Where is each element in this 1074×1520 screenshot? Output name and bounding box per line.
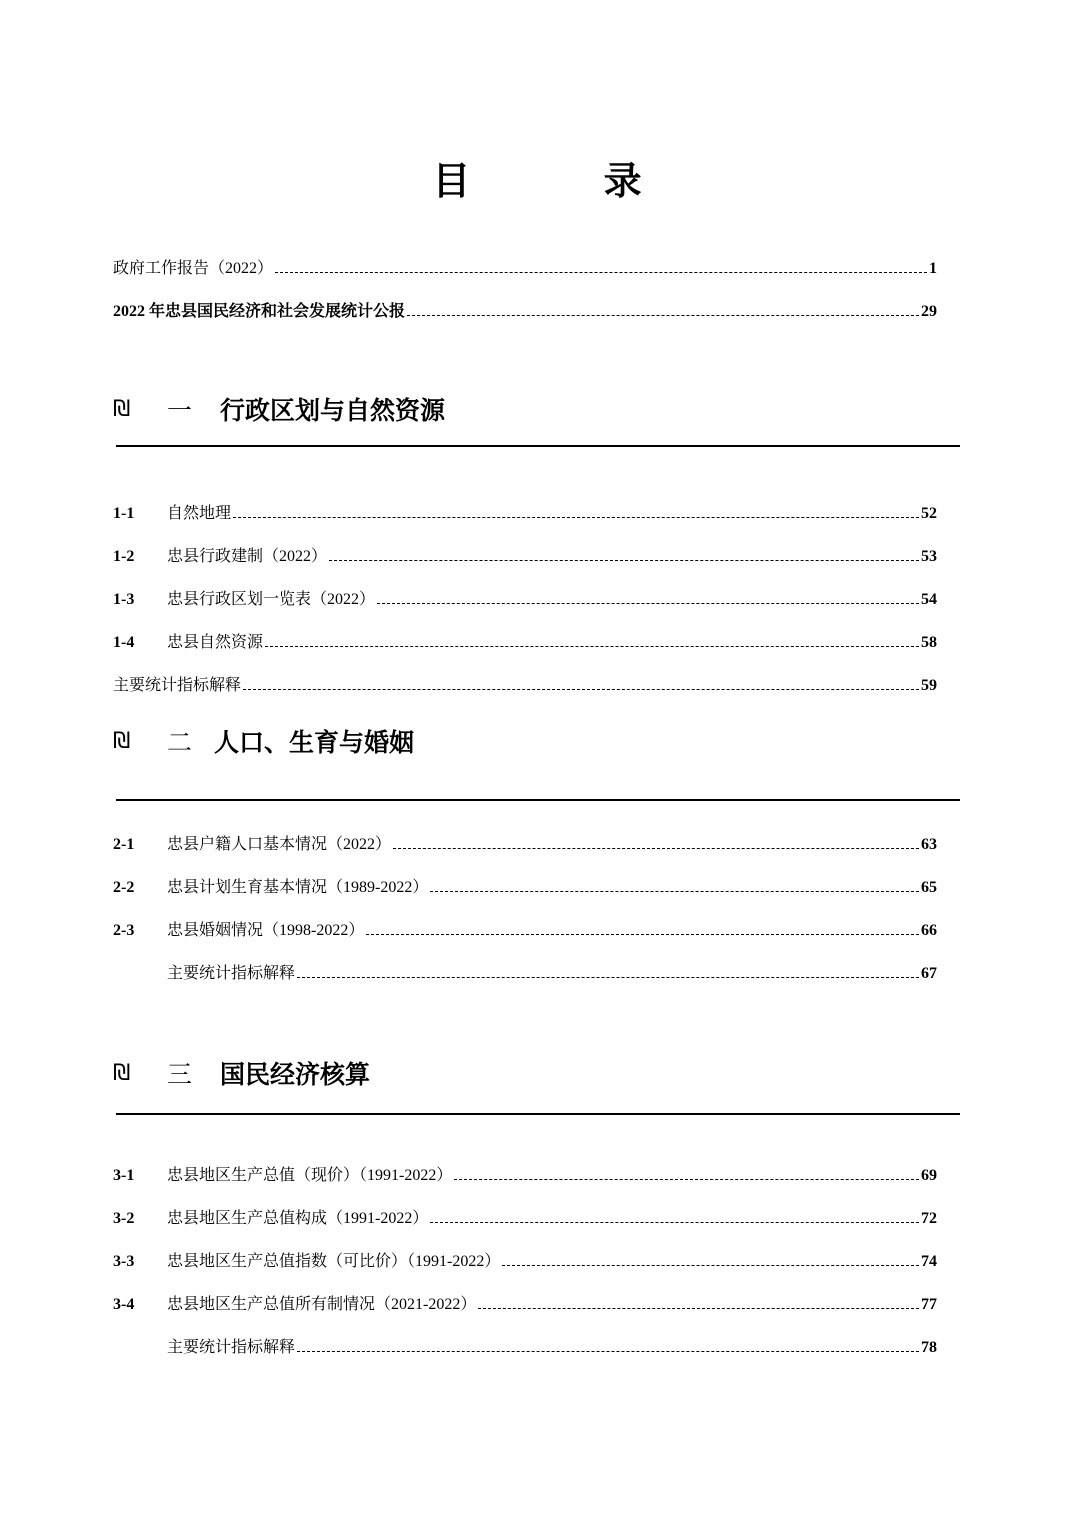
entry-number: 3-1 [113, 1167, 135, 1184]
page-title: 目 录 [432, 159, 702, 203]
entry-page: 29 [921, 303, 937, 320]
entry-number: 2-2 [113, 879, 135, 896]
section-bullet-icon: ₪ [113, 396, 131, 422]
section-heading [113, 1053, 370, 1093]
entry-text: 主要统计指标解释 [113, 677, 242, 694]
dot-leader [405, 301, 921, 323]
entry-page: 77 [921, 1296, 937, 1313]
dot-leader [263, 632, 921, 654]
section-divider [116, 445, 960, 447]
dot-leader [364, 920, 921, 942]
toc-entry[interactable] [113, 1208, 937, 1230]
section-divider [116, 1113, 960, 1115]
toc-entry[interactable] [113, 834, 937, 856]
entry-text: 忠县行政区划一览表（2022） [167, 591, 376, 608]
toc-entry[interactable] [113, 675, 937, 697]
dot-leader [273, 258, 929, 280]
entry-text: 忠县地区生产总值（现价）（1991-2022） [167, 1167, 453, 1184]
toc-entry[interactable] [113, 920, 937, 942]
entry-page: 67 [921, 965, 937, 982]
toc-entry[interactable] [113, 258, 937, 280]
toc-entry[interactable] [113, 1165, 937, 1187]
entry-number: 1-3 [113, 591, 135, 608]
section-divider [116, 799, 960, 801]
section-number: 二 [167, 728, 193, 757]
dot-leader [295, 963, 921, 985]
entry-number: 3-4 [113, 1296, 135, 1313]
toc-entry[interactable] [113, 301, 937, 323]
section-title: 人口、生育与婚姻 [214, 728, 415, 757]
entry-page: 1 [929, 260, 937, 277]
section-title: 国民经济核算 [220, 1060, 371, 1089]
entry-text: 2022 年忠县国民经济和社会发展统计公报 [113, 303, 406, 320]
dot-leader [241, 675, 921, 697]
dot-leader [375, 589, 921, 611]
section-bullet-icon: ₪ [113, 728, 131, 754]
section-number: 一 [167, 396, 193, 425]
entry-page: 58 [921, 634, 937, 651]
toc-entry[interactable] [113, 963, 937, 985]
section-number: 三 [167, 1060, 193, 1089]
section-heading [113, 389, 445, 429]
entry-page: 78 [921, 1339, 937, 1356]
dot-leader [231, 503, 921, 525]
toc-entry[interactable] [113, 589, 937, 611]
entry-text: 政府工作报告（2022） [113, 260, 274, 277]
section-heading [113, 721, 414, 761]
section-bullet-icon: ₪ [113, 1060, 131, 1086]
dot-leader [295, 1337, 921, 1359]
entry-text: 忠县户籍人口基本情况（2022） [167, 836, 392, 853]
entry-page: 63 [921, 836, 937, 853]
entry-text: 主要统计指标解释 [167, 1339, 296, 1356]
entry-text: 忠县计划生育基本情况（1989-2022） [167, 879, 429, 896]
entry-page: 72 [921, 1210, 937, 1227]
entry-number: 2-1 [113, 836, 135, 853]
toc-entry[interactable] [113, 877, 937, 899]
entry-text: 忠县自然资源 [167, 634, 264, 651]
entry-text: 忠县地区生产总值所有制情况（2021-2022） [167, 1296, 477, 1313]
entry-text: 自然地理 [167, 505, 232, 522]
entry-page: 52 [921, 505, 937, 522]
entry-page: 69 [921, 1167, 937, 1184]
entry-page: 74 [921, 1253, 937, 1270]
entry-page: 66 [921, 922, 937, 939]
dot-leader [428, 877, 921, 899]
entry-number: 3-3 [113, 1253, 135, 1270]
entry-number: 1-2 [113, 548, 135, 565]
entry-text: 主要统计指标解释 [167, 965, 296, 982]
entry-page: 65 [921, 879, 937, 896]
dot-leader [476, 1294, 921, 1316]
dot-leader [327, 546, 921, 568]
entry-text: 忠县行政建制（2022） [167, 548, 328, 565]
dot-leader [428, 1208, 921, 1230]
entry-page: 59 [921, 677, 937, 694]
section-title: 行政区划与自然资源 [220, 396, 446, 425]
dot-leader [452, 1165, 921, 1187]
toc-entry[interactable] [113, 1337, 937, 1359]
entry-number: 3-2 [113, 1210, 135, 1227]
toc-entry[interactable] [113, 546, 937, 568]
entry-page: 54 [921, 591, 937, 608]
toc-entry[interactable] [113, 503, 937, 525]
dot-leader [391, 834, 921, 856]
toc-entry[interactable] [113, 632, 937, 654]
entry-text: 忠县地区生产总值指数（可比价）（1991-2022） [167, 1253, 501, 1270]
entry-number: 1-1 [113, 505, 135, 522]
entry-text: 忠县婚姻情况（1998-2022） [167, 922, 365, 939]
entry-text: 忠县地区生产总值构成（1991-2022） [167, 1210, 429, 1227]
toc-entry[interactable] [113, 1251, 937, 1273]
entry-number: 2-3 [113, 922, 135, 939]
toc-entry[interactable] [113, 1294, 937, 1316]
entry-number: 1-4 [113, 634, 135, 651]
dot-leader [500, 1251, 921, 1273]
entry-page: 53 [921, 548, 937, 565]
